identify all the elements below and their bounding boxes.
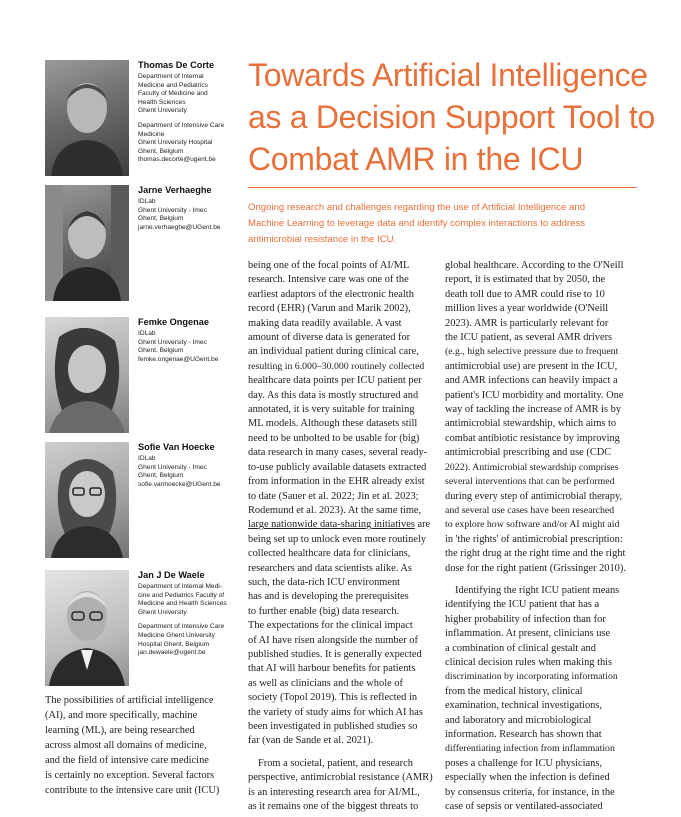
text-line: the ICU patient, as several AMR drivers	[445, 332, 613, 344]
text-line: global healthcare. According to the O'Neill	[445, 260, 624, 271]
author-affiliation: Medicine and Pediatrics	[138, 81, 209, 89]
text-line: research. Intensive care was one of the	[248, 274, 409, 286]
author-affiliation: Medicine Ghent University	[138, 631, 215, 639]
text-line: from the medical history, clinical	[445, 685, 583, 697]
author-email: jan.dewaele@ugent.be	[138, 649, 206, 657]
author-affiliation: Health Sciences	[138, 98, 186, 106]
author-card-sofie-van-hoecke	[45, 442, 250, 558]
text-line: amount of diverse data is generated for	[248, 332, 411, 344]
body-column-2	[445, 259, 637, 814]
text-line: across almost all domains of medicine,	[45, 740, 207, 751]
author-name: Jarne Verhaeghe	[138, 185, 212, 195]
author-affiliation: Ghent University	[138, 107, 187, 115]
text-line: identifying the ICU patient that has a	[445, 599, 600, 611]
author-affiliation: Hospital Ghent, Belgium	[138, 640, 210, 648]
author-email: sofie.vanhoecke@UGent.be	[138, 480, 221, 488]
text-line: to date (Sauer et al. 2022; Jin et al. 2023;	[248, 490, 419, 502]
text-line: inflammation. At present, clinicians use	[445, 628, 611, 640]
intro-paragraph	[45, 693, 237, 798]
text-line: death toll due to AMR could rise to 10	[445, 288, 605, 300]
text-line: and the field of intensive care medicine	[45, 755, 209, 766]
text-line: clinical decision rules when making this	[445, 656, 613, 668]
text-line: and AMR infections can heavily impact a	[445, 375, 618, 387]
text-line: healthcare data points per ICU patient per	[248, 375, 422, 387]
text-line: combat antibiotic resistance by improving	[445, 432, 620, 444]
text-line: perspective, antimicrobial resistance (AMR)	[248, 772, 433, 784]
text-line: to-use publicly available datasets extracted	[248, 461, 427, 473]
text-line: especially when the infection is defined	[445, 772, 610, 784]
author-photo	[45, 442, 129, 558]
text-line: data research in many cases, several ready-	[248, 447, 428, 459]
text-line: researchers and data scientists alike. As	[248, 562, 412, 574]
text-line: is an interesting research area for AI/ML,	[248, 786, 420, 798]
author-affiliation: Ghent University - Imec	[138, 206, 207, 214]
text-line: published studies. It is generally expected	[248, 648, 422, 660]
body-column-1	[248, 259, 440, 814]
text-line: as well as clinicians and the whole of	[248, 677, 403, 689]
text-line: been investigated in published studies so	[248, 721, 418, 732]
title-line: Combat AMR in the ICU	[248, 141, 584, 177]
text-line: that AI will harbour benefits for patients	[248, 663, 416, 675]
author-card-femke-ongenae	[45, 317, 250, 433]
text-line: collected healthcare data for clinicians,	[248, 548, 411, 560]
author-affiliation: IDLab	[138, 330, 156, 337]
text-fragment: are	[414, 519, 431, 531]
text-line	[248, 518, 440, 532]
text-line: case of sepsis or ventilated-associated	[445, 801, 603, 813]
text-line: record (EHR) (Varun and Marik 2002),	[248, 303, 411, 315]
author-email: thomas.decorte@ugent.be	[138, 156, 216, 164]
author-affiliation: Ghent University - Imec	[138, 463, 207, 471]
author-affiliation: Ghent, Belgium	[138, 347, 184, 355]
text-line: need to be unbolted to be usable for (big)	[248, 432, 420, 444]
author-affiliation: Ghent University Hospital	[138, 139, 213, 147]
text-line: a combination of clinical gestalt and	[445, 642, 596, 654]
text-line: contribute to the intensive care unit (ICU)	[45, 785, 220, 796]
title-divider	[248, 187, 637, 188]
text-line: making data readily available. A vast	[248, 317, 402, 329]
text-line: discrimination by incorporating information	[445, 671, 618, 683]
text-line: and laboratory and microbiological	[445, 714, 592, 726]
text-line: ML models. Although these datasets still	[248, 418, 418, 430]
text-line: patient's ICU morbidity and mortality. One	[445, 389, 624, 401]
subtitle-line: antimicrobial resistance in the ICU.	[248, 234, 397, 245]
text-line: society (Topol 2019). This is reflected in	[248, 692, 418, 704]
text-line: being one of the focal points of AI/ML	[248, 260, 410, 271]
author-affiliation: Faculty of Medicine and	[138, 90, 208, 98]
author-affiliation: Department of Internal	[138, 73, 204, 80]
text-line: learning (ML), are being researched	[45, 725, 195, 736]
text-line: 2023). AMR is particularly relevant for	[445, 317, 609, 329]
text-line: during every step of antimicrobial therapy,	[445, 490, 623, 502]
author-affiliation: Ghent, Belgium	[138, 472, 184, 480]
author-photo	[45, 185, 129, 301]
author-affiliation: Ghent, Belgium	[138, 215, 184, 223]
text-line: higher probability of infection than for	[445, 613, 606, 625]
text-line: differentiating infection from inflammation	[445, 743, 615, 755]
text-line: earliest adaptors of the electronic health	[248, 288, 414, 300]
author-affiliation: cine and Pediatrics Faculty of	[138, 591, 225, 599]
author-name: Jan J De Waele	[138, 570, 205, 580]
text-line: dose for the right patient (Grissinger 2010).	[445, 562, 626, 574]
text-line: report, it is estimated that by 2050, the	[445, 274, 606, 286]
author-affiliation: Ghent University	[138, 608, 187, 616]
author-affiliation: Department of Internal Medi-	[138, 583, 222, 590]
text-line: as it remains one of the biggest threats to	[248, 801, 419, 813]
text-line: information. Research has shown that	[445, 729, 602, 740]
author-affiliation: IDLab	[138, 455, 156, 462]
author-email: femke.ongenae@UGent.be	[138, 355, 219, 363]
text-line: The expectations for the clinical impact	[248, 620, 413, 632]
author-affiliation: Department of Intensive Care	[138, 623, 225, 631]
author-card-thomas-de-corte	[45, 60, 250, 176]
text-line: examination, technical investigations,	[445, 700, 602, 712]
text-line: (AI), and more specifically, machine	[45, 710, 198, 721]
text-line: being set up to unlock even more routinely	[248, 533, 427, 545]
text-line: has and is developing the prerequisites	[248, 591, 409, 603]
text-line: antimicrobial use) are present in the ICU,	[445, 360, 618, 372]
text-line: antimicrobial prescribing and use (CDC	[445, 447, 612, 459]
text-line: to explore how software and/or AI might aid	[445, 519, 620, 531]
text-line: way of tackling the increase of AMR is by	[445, 404, 622, 416]
author-card-jan-de-waele	[45, 570, 250, 686]
text-line: antimicrobial stewardship, which aims to	[445, 418, 617, 430]
author-photo	[45, 60, 129, 176]
text-line: (e.g., high selective pressure due to frequent	[445, 346, 619, 358]
text-line: is certainly no exception. Several factors	[45, 770, 215, 781]
text-line: the right drug at the right time and the right	[445, 548, 626, 560]
subtitle-line: Machine Learning to leverage data and identify complex interactions to address	[248, 218, 586, 229]
author-name: Femke Ongenae	[138, 317, 209, 327]
author-name: Sofie Van Hoecke	[138, 442, 215, 452]
author-affiliation: Medicine and Health Sciences	[138, 600, 227, 608]
author-affiliation: Ghent University - Imec	[138, 338, 207, 346]
author-affiliation: Department of Intensive Care	[138, 121, 225, 129]
text-line: 2022). Antimicrobial stewardship comprises	[445, 461, 619, 473]
text-line: several interventions that can be performed	[445, 476, 615, 488]
title-line: as a Decision Support Tool to	[248, 99, 655, 135]
author-name: Thomas De Corte	[138, 60, 215, 70]
text-line: The possibilities of artificial intelligence	[45, 695, 214, 706]
author-affiliation: Ghent, Belgium	[138, 147, 184, 155]
text-line: by consensus criteria, for instance, in the	[445, 786, 615, 798]
author-affiliation: IDLab	[138, 198, 156, 205]
text-line: and several use cases have been researched	[445, 504, 615, 516]
author-affiliation: Medicine	[138, 130, 165, 138]
text-line: Rodemund et al. 2023). At the same time,	[248, 504, 422, 516]
text-line: annotated, it is very suitable for training	[248, 404, 415, 416]
author-photo	[45, 317, 129, 433]
author-card-jarne-verhaeghe	[45, 185, 250, 301]
text-line: far (van de Sande et al. 2021).	[248, 735, 374, 747]
article-title	[248, 54, 655, 180]
article-subtitle	[248, 200, 648, 248]
subtitle-line: Ongoing research and challenges regarding the use of Artificial Intelligence and	[248, 202, 586, 213]
text-line: to further enable (big) data research.	[248, 605, 400, 617]
text-line: poses a challenge for ICU physicians,	[445, 757, 602, 769]
text-line: of AI have risen alongside the number of	[248, 634, 418, 646]
data-sharing-link[interactable]: large nationwide data-sharing initiatives	[248, 519, 415, 531]
text-line: day. As this data is mostly structured and	[248, 389, 419, 401]
title-line: Towards Artificial Intelligence	[248, 57, 648, 93]
text-line: such, the data-rich ICU environment	[248, 576, 401, 588]
text-line: million lives a year worldwide (O'Neill	[445, 303, 609, 315]
text-line: Identifying the right ICU patient means	[455, 584, 620, 596]
text-line: From a societal, patient, and research	[258, 757, 413, 769]
author-photo	[45, 570, 129, 686]
author-email: jarne.verhaeghe@UGent.be	[138, 223, 221, 231]
text-line: resulting in 6.000–30.000 routinely collected	[248, 360, 425, 372]
text-line: in 'the rights' of antimicrobial prescription:	[445, 533, 623, 545]
text-line: from information in the EHR already exist	[248, 476, 425, 488]
text-line: the variety of study aims for which AI has	[248, 706, 423, 718]
text-line: an individual patient during clinical care,	[248, 346, 419, 358]
